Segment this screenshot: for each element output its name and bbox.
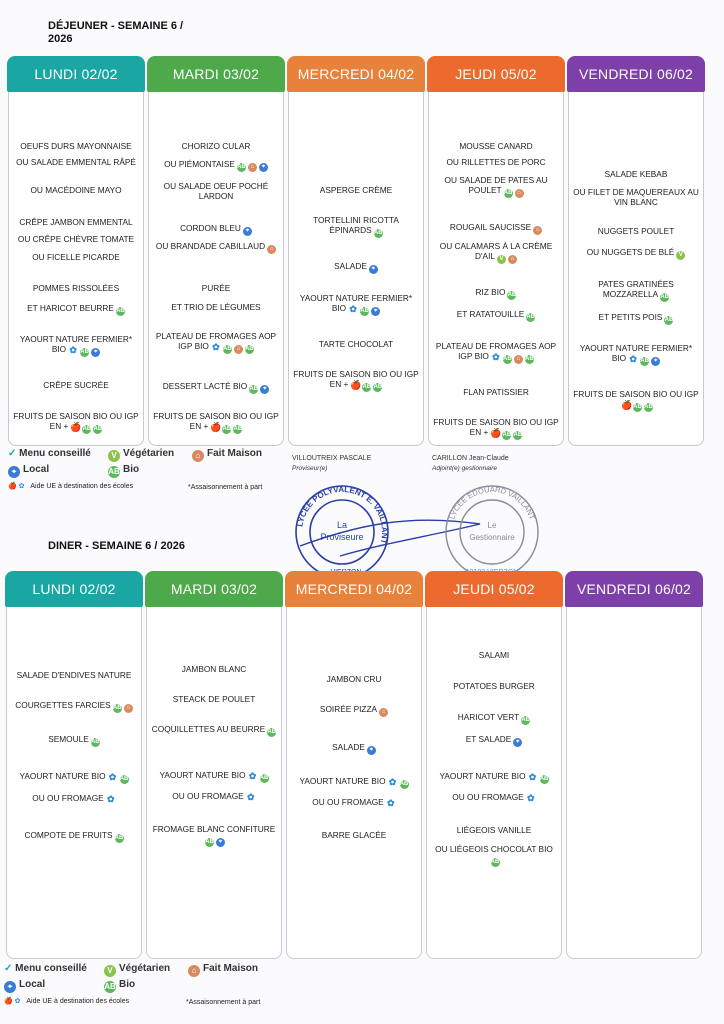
- bio-icon: AB: [233, 426, 243, 432]
- menu-item-label: YAOURT NATURE FERMIER* BIO: [19, 334, 133, 354]
- bio-icon: AB: [90, 739, 100, 745]
- menu-item: [13, 303, 139, 316]
- stamp-gestionnaire: [446, 486, 538, 578]
- menu-item: [13, 380, 139, 390]
- menu-item-label: YAOURT NATURE FERMIER* BIO: [299, 293, 413, 313]
- dairy-icon: ✿: [246, 792, 255, 802]
- menu-item: [291, 704, 417, 717]
- menu-item: [433, 387, 559, 397]
- menu-item: [433, 175, 559, 198]
- menu-item: [431, 734, 557, 747]
- bio-icon: AB: [249, 386, 259, 392]
- day-column: [426, 573, 562, 959]
- bio-icon: AB: [112, 705, 122, 711]
- menu-item: [291, 776, 417, 789]
- day-column: [288, 58, 424, 446]
- bio-icon: AB: [507, 292, 517, 298]
- legend-ue: 🍎 ✿ Aide UE à destination des écoles: [8, 483, 134, 490]
- menu-item: [13, 411, 139, 434]
- menu-item: [433, 341, 559, 364]
- menu-item-label: YAOURT NATURE BIO: [439, 771, 526, 781]
- menu-item: [13, 334, 139, 357]
- dairy-icon: ✿: [14, 998, 21, 1005]
- homemade-icon: ⌂: [248, 163, 257, 172]
- menu-item-label: TORTELLINI RICOTTA ÉPINARDS: [313, 215, 399, 235]
- bio-icon: AB: [490, 859, 500, 865]
- menu-item: [431, 792, 557, 803]
- fruit-icon: 🍎: [8, 483, 17, 490]
- homemade-icon: ⌂: [508, 255, 517, 264]
- homemade-icon: ⌂: [533, 226, 542, 235]
- day-menu: [7, 614, 141, 958]
- dairy-icon: ✿: [629, 354, 637, 364]
- svg-text:LYCÉE EDOUARD VAILLANT: [447, 485, 537, 521]
- menu-item: [573, 343, 699, 366]
- day-header: LUNDI 02/02: [7, 56, 145, 92]
- bio-icon: AB: [373, 384, 383, 390]
- bio-icon: AB: [222, 426, 232, 432]
- bio-icon: AB: [267, 729, 277, 735]
- menu-item-label: PLATEAU DE FROMAGES AOP IGP BIO: [155, 331, 277, 351]
- bio-icon: AB: [525, 356, 534, 362]
- menu-item-label: ET RATATOUILLE: [456, 309, 525, 319]
- menu-item: [11, 734, 137, 747]
- stamp-left-center-2: Proviseure: [320, 532, 364, 542]
- fruit-icon: 🍎: [4, 998, 13, 1005]
- menu-item: [433, 141, 559, 151]
- day-header: VENDREDI 06/02: [567, 56, 705, 92]
- menu-item-label: SALADE: [334, 261, 367, 271]
- vegetarian-icon: V: [676, 251, 685, 260]
- menu-item: [151, 791, 277, 802]
- bio-icon: AB: [223, 346, 232, 352]
- bio-icon: AB: [503, 190, 513, 196]
- menu-item: [291, 830, 417, 840]
- day-menu: [289, 99, 423, 445]
- menu-item-label: YAOURT NATURE BIO: [299, 776, 386, 786]
- menu-item-label: CHORIZO CULAR: [181, 141, 251, 151]
- menu-item-label: PATES GRATINÉES MOZZARELLA: [598, 279, 674, 299]
- menu-item-label: HARICOT VERT: [457, 712, 520, 722]
- menu-item: [573, 247, 699, 260]
- bio-icon: AB: [259, 775, 269, 781]
- bio-icon: AB: [539, 776, 549, 782]
- menu-item: [13, 141, 139, 151]
- local-icon: ⌖: [367, 746, 376, 755]
- day-header: MERCREDI 04/02: [285, 571, 423, 607]
- bio-icon: AB: [633, 404, 642, 410]
- menu-item: [151, 694, 277, 704]
- menu-item: [153, 223, 279, 236]
- homemade-icon: ⌂: [514, 355, 523, 364]
- menu-item: [431, 825, 557, 835]
- menu-item-label: SALADE KEBAB: [604, 169, 668, 179]
- bio-icon: AB: [660, 294, 669, 300]
- seasoning-note: *Assaisonnement à part: [188, 484, 263, 491]
- menu-item: [11, 700, 137, 713]
- menu-item-label: CRÊPE SUCRÉE: [43, 380, 109, 390]
- homemade-icon: ⌂: [234, 345, 243, 354]
- vegetarian-icon: V: [108, 450, 120, 462]
- signature-left-name: VILLOUTREIX PASCALE: [292, 455, 372, 462]
- menu-item-label: TARTE CHOCOLAT: [318, 339, 394, 349]
- menu-item-label: COQUILLETTES AU BEURRE: [151, 724, 266, 734]
- menu-item-label: COMPOTE DE FRUITS: [24, 830, 113, 840]
- legend-fm-2: ⌂ Fait Maison: [188, 963, 258, 977]
- local-icon: ⌖: [260, 385, 269, 394]
- stamp-left-center-1: La: [336, 520, 348, 530]
- local-icon: ⌖: [243, 227, 252, 236]
- menu-item-label: PURÉE: [201, 283, 231, 293]
- menu-item: [13, 234, 139, 244]
- menu-item: [11, 830, 137, 843]
- menu-item: [293, 293, 419, 316]
- menu-item-label: OU FILET DE MAQUEREAUX AU VIN BLANC: [573, 187, 699, 207]
- menu-item-label: OU CRÊPE CHÈVRE TOMATE: [17, 234, 135, 244]
- menu-item: [13, 217, 139, 227]
- menu-item: [291, 742, 417, 755]
- bio-icon: AB: [640, 358, 649, 364]
- local-icon: ⌖: [651, 357, 660, 366]
- fruit-icon: 🍎: [210, 422, 222, 432]
- legend-veg-2: V Végétarien: [104, 963, 170, 977]
- menu-item: [153, 181, 279, 201]
- menu-item-label: SALADE: [332, 742, 365, 752]
- menu-item-label: OU OU FROMAGE: [452, 792, 524, 802]
- signature-left: [292, 454, 371, 474]
- day-column: [6, 573, 142, 959]
- menu-item: [433, 222, 559, 235]
- menu-item: [291, 674, 417, 684]
- bio-icon: AB: [399, 781, 409, 787]
- menu-item: [573, 279, 699, 302]
- menu-item: [293, 215, 419, 238]
- signature-left-role: Proviseur(e): [292, 465, 328, 472]
- bio-icon: AB: [114, 835, 124, 841]
- bio-icon: AB: [526, 314, 536, 320]
- menu-item: [431, 771, 557, 784]
- fruit-icon: 🍎: [621, 400, 633, 410]
- day-header: LUNDI 02/02: [5, 571, 143, 607]
- dairy-icon: ✿: [528, 772, 537, 782]
- bio-icon: AB: [513, 432, 523, 438]
- menu-item-label: OU NUGGETS DE BLÉ: [586, 247, 675, 257]
- bio-icon: AB: [373, 230, 383, 236]
- menu-item-label: ROUGAIL SAUCISSE: [449, 222, 532, 232]
- day-header: MARDI 03/02: [145, 571, 283, 607]
- menu-item-label: FRUITS DE SAISON BIO OU IGP EN +: [153, 411, 279, 431]
- menu-item-label: OU CALAMARS À LA CRÈME D'AIL: [439, 241, 553, 261]
- day-header: JEUDI 05/02: [425, 571, 563, 607]
- dairy-icon: ✿: [492, 352, 500, 362]
- menu-item: [431, 681, 557, 691]
- menu-item: [293, 185, 419, 195]
- bio-icon: AB: [119, 776, 129, 782]
- menu-item-label: PLATEAU DE FROMAGES AOP IGP BIO: [435, 341, 557, 361]
- menu-item: [13, 157, 139, 167]
- dinner-title: DINER - SEMAINE 6 / 2026: [48, 540, 185, 552]
- menu-item-label: FRUITS DE SAISON BIO OU IGP EN +: [293, 369, 419, 389]
- menu-item: [153, 283, 279, 293]
- day-column: [428, 58, 564, 446]
- day-menu: [429, 99, 563, 445]
- menu-item-label: OU FICELLE PICARDE: [32, 252, 120, 262]
- signature-right-role: Adjoint(e) gestionnaire: [432, 465, 498, 472]
- local-icon: ⌖: [4, 981, 16, 993]
- vegetarian-icon: V: [104, 965, 116, 977]
- day-column: [568, 58, 704, 446]
- homemade-icon: ⌂: [267, 245, 276, 254]
- menu-item: [153, 381, 279, 394]
- bio-icon: AB: [80, 349, 89, 355]
- day-header: MARDI 03/02: [147, 56, 285, 92]
- bio-icon: AB: [93, 426, 103, 432]
- day-column: [566, 573, 702, 959]
- menu-item-label: OU OU FROMAGE: [312, 797, 384, 807]
- bio-icon: AB: [237, 164, 246, 170]
- menu-item: [153, 331, 279, 354]
- menu-item-label: FRUITS DE SAISON BIO OU IGP: [573, 389, 699, 399]
- menu-item-label: ASPERGE CRÈME: [319, 185, 393, 195]
- day-menu: [567, 614, 701, 958]
- menu-item-label: CRÊPE JAMBON EMMENTAL: [19, 217, 133, 227]
- day-column: [286, 573, 422, 959]
- menu-item: [11, 771, 137, 784]
- day-column: [8, 58, 144, 446]
- menu-item-label: OU LIÉGEOIS CHOCOLAT BIO: [435, 844, 553, 854]
- local-icon: ⌖: [513, 738, 522, 747]
- menu-item: [13, 252, 139, 262]
- menu-item-label: JAMBON CRU: [326, 674, 382, 684]
- menu-item-label: NUGGETS POULET: [597, 226, 675, 236]
- legend-menu: ✓ Menu conseillé: [8, 448, 91, 459]
- stamp-left-ring: LYCÉE POLYVALENT E. VAILLANT: [295, 484, 390, 545]
- menu-item-label: SALADE D'ENDIVES NATURE: [16, 670, 132, 680]
- menu-item-label: COURGETTES FARCIES: [15, 700, 111, 710]
- stamp-right-center-1: Le: [487, 521, 497, 530]
- bio-icon: AB: [503, 356, 512, 362]
- menu-item: [13, 283, 139, 293]
- fruit-icon: 🍎: [70, 422, 82, 432]
- menu-item-label: ET SALADE: [465, 734, 512, 744]
- dairy-icon: ✿: [388, 777, 397, 787]
- menu-item-label: ET PETITS POIS: [598, 312, 663, 322]
- menu-item-label: OU BRANDADE CABILLAUD: [155, 241, 266, 251]
- day-column: [146, 573, 282, 959]
- menu-item: [11, 670, 137, 680]
- bio-icon: AB: [362, 384, 372, 390]
- menu-item-label: RIZ BIO: [475, 287, 506, 297]
- menu-item: [291, 797, 417, 808]
- day-menu: [147, 614, 281, 958]
- menu-item: [153, 241, 279, 254]
- menu-item: [573, 226, 699, 236]
- homemade-icon: ⌂: [188, 965, 200, 977]
- menu-item: [293, 339, 419, 349]
- menu-item-label: SEMOULE: [48, 734, 89, 744]
- menu-item-label: FRUITS DE SAISON BIO OU IGP EN +: [13, 411, 139, 431]
- stamp-right-ring: LYCÉE EDOUARD VAILLANT: [447, 484, 537, 521]
- day-menu: [569, 99, 703, 445]
- homemade-icon: ⌂: [124, 704, 133, 713]
- menu-item: [151, 724, 277, 737]
- bio-icon: AB: [245, 346, 254, 352]
- day-header: VENDREDI 06/02: [565, 571, 703, 607]
- menu-item-label: OU OU FROMAGE: [172, 791, 244, 801]
- day-menu: [9, 99, 143, 445]
- legend-fm: ⌂ Fait Maison: [192, 448, 262, 462]
- homemade-icon: ⌂: [379, 708, 388, 717]
- homemade-icon: ⌂: [192, 450, 204, 462]
- menu-item-label: OU PIÉMONTAISE: [164, 159, 235, 169]
- menu-item: [293, 261, 419, 274]
- menu-item: [153, 302, 279, 312]
- menu-item-label: POTATOES BURGER: [453, 681, 535, 691]
- dairy-icon: ✿: [106, 794, 115, 804]
- bio-icon: AB: [521, 717, 531, 723]
- day-column: [148, 58, 284, 446]
- bio-icon: AB: [116, 308, 125, 314]
- menu-item-label: OU SALADE DE PATES AU POULET: [444, 175, 548, 195]
- bio-icon: AB: [644, 404, 653, 410]
- legend-bio: AB Bio: [108, 464, 140, 476]
- menu-item-label: FLAN PATISSIER: [463, 387, 529, 397]
- menu-item-label: OU SALADE OEUF POCHÉ LARDON: [163, 181, 269, 201]
- dairy-icon: ✿: [248, 771, 257, 781]
- menu-item-label: YAOURT NATURE BIO: [159, 770, 246, 780]
- menu-item: [433, 241, 559, 264]
- dairy-icon: ✿: [349, 304, 357, 314]
- legend-bio-2: AB Bio: [104, 979, 136, 991]
- menu-item-label: ET TRIO DE LÉGUMES: [171, 302, 261, 312]
- bio-icon: AB: [205, 839, 214, 845]
- fruit-icon: 🍎: [490, 428, 502, 438]
- dairy-icon: ✿: [526, 793, 535, 803]
- stamp-right-center-2: Gestionnaire: [469, 533, 515, 542]
- bio-icon: AB: [108, 467, 120, 476]
- menu-item-label: YAOURT NATURE BIO: [19, 771, 106, 781]
- bio-icon: AB: [664, 317, 674, 323]
- menu-item: [573, 312, 699, 325]
- menu-item: [433, 309, 559, 322]
- bio-icon: AB: [360, 308, 369, 314]
- menu-item: [431, 650, 557, 660]
- signature-right-name: CARILLON Jean-Claude: [432, 455, 509, 462]
- homemade-icon: ⌂: [515, 189, 524, 198]
- menu-item: [13, 185, 139, 195]
- menu-item-label: YAOURT NATURE FERMIER* BIO: [579, 343, 693, 363]
- menu-item: [153, 411, 279, 434]
- dairy-icon: ✿: [212, 342, 220, 352]
- menu-item-label: LIÉGEOIS VANILLE: [456, 825, 532, 835]
- menu-item-label: BARRE GLACÉE: [321, 830, 387, 840]
- menu-item-label: CORDON BLEU: [180, 223, 241, 233]
- menu-item-label: OU MACÉDOINE MAYO: [30, 185, 122, 195]
- menu-item-label: STEACK DE POULET: [172, 694, 256, 704]
- local-icon: ⌖: [8, 466, 20, 478]
- bio-icon: AB: [104, 982, 116, 991]
- local-icon: ⌖: [259, 163, 268, 172]
- menu-item: [573, 169, 699, 179]
- legend-menu-2: ✓ Menu conseillé: [4, 963, 87, 974]
- legend-ue-2: 🍎 ✿ Aide UE à destination des écoles: [4, 998, 130, 1005]
- menu-item: [11, 793, 137, 804]
- local-icon: ⌖: [369, 265, 378, 274]
- menu-item-label: FRUITS DE SAISON BIO OU IGP EN +: [433, 417, 559, 437]
- menu-item-label: OU RILLETTES DE PORC: [446, 157, 546, 167]
- menu-item-label: DESSERT LACTÉ BIO: [162, 381, 248, 391]
- day-header: JEUDI 05/02: [427, 56, 565, 92]
- official-stamps: [280, 484, 550, 580]
- dairy-icon: ✿: [108, 772, 117, 782]
- menu-item: [573, 389, 699, 412]
- menu-item: [151, 770, 277, 783]
- lunch-title: DÉJEUNER - SEMAINE 6 / 2026: [48, 20, 184, 45]
- menu-item-label: MOUSSE CANARD: [459, 141, 533, 151]
- menu-item-label: OU OU FROMAGE: [32, 793, 104, 803]
- menu-item: [293, 369, 419, 392]
- menu-item-label: OU SALADE EMMENTAL RÂPÉ: [16, 157, 136, 167]
- dairy-icon: ✿: [18, 483, 25, 490]
- menu-item: [573, 187, 699, 207]
- day-header: MERCREDI 04/02: [287, 56, 425, 92]
- menu-item-label: FROMAGE BLANC CONFITURE: [152, 824, 276, 834]
- menu-item-label: OEUFS DURS MAYONNAISE: [20, 141, 132, 151]
- menu-item-label: POMMES RISSOLÉES: [32, 283, 120, 293]
- legend-local-2: ⌖ Local: [4, 979, 45, 993]
- vegetarian-icon: V: [497, 255, 506, 264]
- menu-item: [151, 664, 277, 674]
- legend-local: ⌖ Local: [8, 464, 49, 478]
- dairy-icon: ✿: [386, 798, 395, 808]
- dairy-icon: ✿: [69, 345, 77, 355]
- signature-right: [432, 454, 509, 474]
- menu-item: [433, 287, 559, 300]
- local-icon: ⌖: [371, 307, 380, 316]
- local-icon: ⌖: [216, 838, 225, 847]
- menu-item-label: JAMBON BLANC: [181, 664, 247, 674]
- menu-item: [151, 824, 277, 847]
- menu-item: [431, 712, 557, 725]
- day-menu: [149, 99, 283, 445]
- day-menu: [427, 614, 561, 958]
- seasoning-note-2: *Assaisonnement à part: [186, 999, 261, 1006]
- legend-veg: V Végétarien: [108, 448, 174, 462]
- local-icon: ⌖: [91, 348, 100, 357]
- menu-item: [153, 159, 279, 172]
- menu-item: [433, 417, 559, 440]
- menu-item-label: ET HARICOT BEURRE: [27, 303, 114, 313]
- menu-item: [153, 141, 279, 151]
- day-menu: [287, 614, 421, 958]
- bio-icon: AB: [502, 432, 512, 438]
- menu-item: [431, 844, 557, 867]
- fruit-icon: 🍎: [350, 380, 362, 390]
- menu-item-label: SOIRÉE PIZZA: [319, 704, 378, 714]
- bio-icon: AB: [82, 426, 92, 432]
- menu-item-label: SALAMI: [478, 650, 510, 660]
- menu-item: [433, 157, 559, 167]
